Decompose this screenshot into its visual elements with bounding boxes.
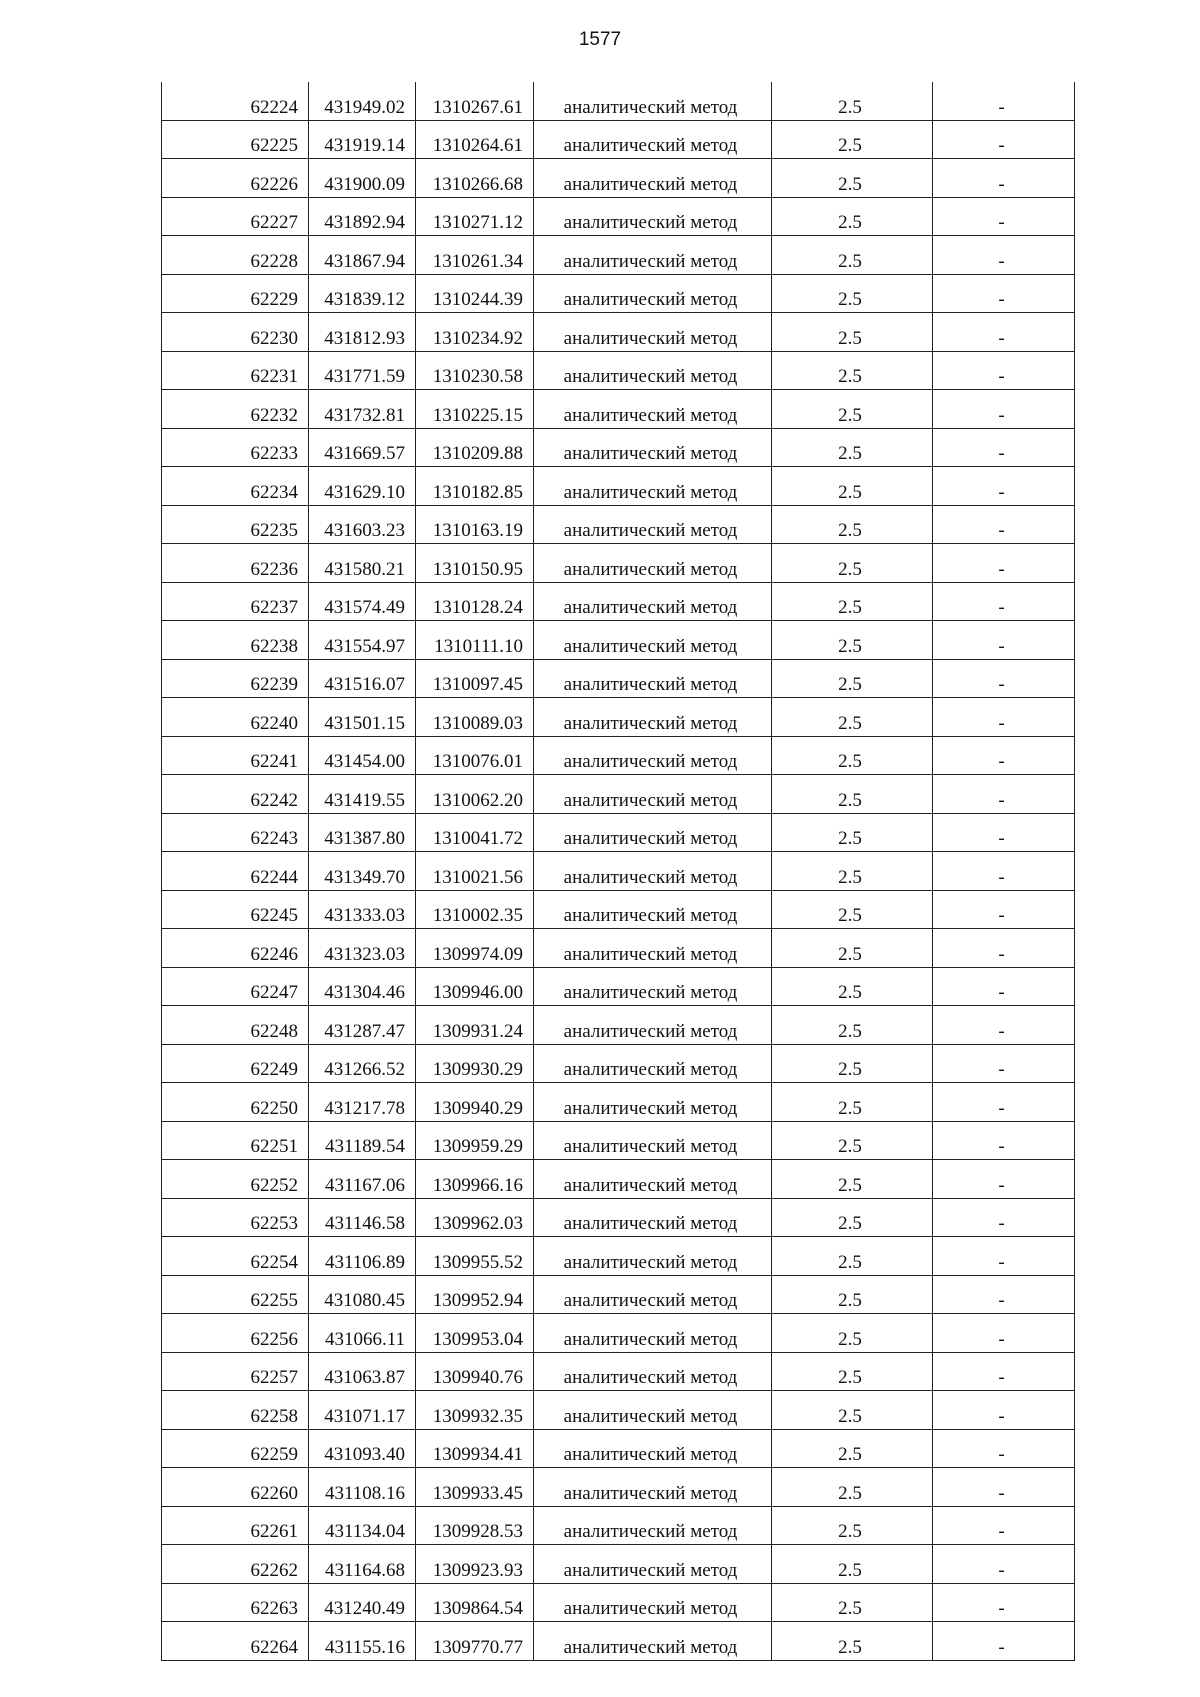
method-cell: аналитический метод [534, 120, 772, 159]
point-number-cell: 62247 [162, 967, 309, 1006]
x-coordinate-cell: 431949.02 [309, 82, 416, 120]
accuracy-cell: 2.5 [772, 929, 933, 968]
table-row [162, 236, 1075, 275]
x-coordinate-cell: 431063.87 [309, 1352, 416, 1391]
note-cell: - [933, 274, 1075, 313]
x-coordinate-cell: 431164.68 [309, 1545, 416, 1584]
point-number-cell: 62252 [162, 1160, 309, 1199]
accuracy-cell: 2.5 [772, 1237, 933, 1276]
x-coordinate-cell: 431146.58 [309, 1198, 416, 1237]
x-coordinate-cell: 431240.49 [309, 1583, 416, 1622]
method-cell: аналитический метод [534, 813, 772, 852]
y-coordinate-cell: 1310062.20 [416, 775, 534, 814]
x-coordinate-cell: 431108.16 [309, 1468, 416, 1507]
accuracy-cell: 2.5 [772, 120, 933, 159]
accuracy-cell: 2.5 [772, 1083, 933, 1122]
x-coordinate-cell: 431167.06 [309, 1160, 416, 1199]
x-coordinate-cell: 431900.09 [309, 159, 416, 198]
coordinates-table [161, 82, 1075, 1661]
x-coordinate-cell: 431771.59 [309, 351, 416, 390]
y-coordinate-cell: 1309974.09 [416, 929, 534, 968]
x-coordinate-cell: 431189.54 [309, 1121, 416, 1160]
y-coordinate-cell: 1310225.15 [416, 390, 534, 429]
method-cell: аналитический метод [534, 736, 772, 775]
point-number-cell: 62229 [162, 274, 309, 313]
y-coordinate-cell: 1310234.92 [416, 313, 534, 352]
x-coordinate-cell: 431554.97 [309, 621, 416, 660]
table-row [162, 1391, 1075, 1430]
method-cell: аналитический метод [534, 659, 772, 698]
y-coordinate-cell: 1310041.72 [416, 813, 534, 852]
note-cell: - [933, 544, 1075, 583]
y-coordinate-cell: 1309966.16 [416, 1160, 534, 1199]
point-number-cell: 62224 [162, 82, 309, 120]
table-row [162, 1044, 1075, 1083]
method-cell: аналитический метод [534, 1352, 772, 1391]
y-coordinate-cell: 1309952.94 [416, 1275, 534, 1314]
table-row [162, 1583, 1075, 1622]
note-cell: - [933, 1314, 1075, 1353]
x-coordinate-cell: 431093.40 [309, 1429, 416, 1468]
x-coordinate-cell: 431266.52 [309, 1044, 416, 1083]
method-cell: аналитический метод [534, 313, 772, 352]
point-number-cell: 62255 [162, 1275, 309, 1314]
table-row [162, 1198, 1075, 1237]
note-cell: - [933, 890, 1075, 929]
table-row [162, 197, 1075, 236]
method-cell: аналитический метод [534, 1044, 772, 1083]
note-cell: - [933, 505, 1075, 544]
method-cell: аналитический метод [534, 1583, 772, 1622]
point-number-cell: 62243 [162, 813, 309, 852]
y-coordinate-cell: 1310244.39 [416, 274, 534, 313]
note-cell: - [933, 1506, 1075, 1545]
method-cell: аналитический метод [534, 390, 772, 429]
accuracy-cell: 2.5 [772, 1121, 933, 1160]
note-cell: - [933, 1429, 1075, 1468]
accuracy-cell: 2.5 [772, 1545, 933, 1584]
x-coordinate-cell: 431839.12 [309, 274, 416, 313]
accuracy-cell: 2.5 [772, 1622, 933, 1661]
note-cell: - [933, 1545, 1075, 1584]
method-cell: аналитический метод [534, 929, 772, 968]
method-cell: аналитический метод [534, 1545, 772, 1584]
accuracy-cell: 2.5 [772, 1198, 933, 1237]
point-number-cell: 62236 [162, 544, 309, 583]
accuracy-cell: 2.5 [772, 1160, 933, 1199]
accuracy-cell: 2.5 [772, 775, 933, 814]
note-cell: - [933, 197, 1075, 236]
table-row [162, 1622, 1075, 1661]
table-row [162, 390, 1075, 429]
point-number-cell: 62261 [162, 1506, 309, 1545]
table-row [162, 505, 1075, 544]
point-number-cell: 62230 [162, 313, 309, 352]
accuracy-cell: 2.5 [772, 1314, 933, 1353]
table-row [162, 274, 1075, 313]
accuracy-cell: 2.5 [772, 736, 933, 775]
table-row [162, 852, 1075, 891]
note-cell: - [933, 159, 1075, 198]
y-coordinate-cell: 1310271.12 [416, 197, 534, 236]
page-number: 1577 [578, 29, 622, 50]
point-number-cell: 62253 [162, 1198, 309, 1237]
accuracy-cell: 2.5 [772, 274, 933, 313]
y-coordinate-cell: 1309930.29 [416, 1044, 534, 1083]
point-number-cell: 62259 [162, 1429, 309, 1468]
x-coordinate-cell: 431919.14 [309, 120, 416, 159]
note-cell: - [933, 1237, 1075, 1276]
x-coordinate-cell: 431580.21 [309, 544, 416, 583]
method-cell: аналитический метод [534, 1275, 772, 1314]
y-coordinate-cell: 1309962.03 [416, 1198, 534, 1237]
method-cell: аналитический метод [534, 1006, 772, 1045]
point-number-cell: 62235 [162, 505, 309, 544]
x-coordinate-cell: 431669.57 [309, 428, 416, 467]
x-coordinate-cell: 431732.81 [309, 390, 416, 429]
y-coordinate-cell: 1310150.95 [416, 544, 534, 583]
x-coordinate-cell: 431867.94 [309, 236, 416, 275]
point-number-cell: 62239 [162, 659, 309, 698]
accuracy-cell: 2.5 [772, 1429, 933, 1468]
x-coordinate-cell: 431155.16 [309, 1622, 416, 1661]
point-number-cell: 62245 [162, 890, 309, 929]
y-coordinate-cell: 1310163.19 [416, 505, 534, 544]
accuracy-cell: 2.5 [772, 659, 933, 698]
note-cell: - [933, 1198, 1075, 1237]
x-coordinate-cell: 431106.89 [309, 1237, 416, 1276]
accuracy-cell: 2.5 [772, 544, 933, 583]
x-coordinate-cell: 431419.55 [309, 775, 416, 814]
x-coordinate-cell: 431066.11 [309, 1314, 416, 1353]
x-coordinate-cell: 431349.70 [309, 852, 416, 891]
note-cell: - [933, 236, 1075, 275]
point-number-cell: 62258 [162, 1391, 309, 1430]
note-cell: - [933, 698, 1075, 737]
table-row [162, 1314, 1075, 1353]
x-coordinate-cell: 431134.04 [309, 1506, 416, 1545]
accuracy-cell: 2.5 [772, 505, 933, 544]
accuracy-cell: 2.5 [772, 351, 933, 390]
accuracy-cell: 2.5 [772, 236, 933, 275]
table-row [162, 1429, 1075, 1468]
note-cell: - [933, 1160, 1075, 1199]
table-row [162, 659, 1075, 698]
y-coordinate-cell: 1310076.01 [416, 736, 534, 775]
table-row [162, 351, 1075, 390]
table-row [162, 967, 1075, 1006]
y-coordinate-cell: 1310261.34 [416, 236, 534, 275]
point-number-cell: 62225 [162, 120, 309, 159]
table-row [162, 698, 1075, 737]
point-number-cell: 62262 [162, 1545, 309, 1584]
table-row [162, 428, 1075, 467]
method-cell: аналитический метод [534, 582, 772, 621]
y-coordinate-cell: 1310267.61 [416, 82, 534, 120]
method-cell: аналитический метод [534, 1198, 772, 1237]
method-cell: аналитический метод [534, 159, 772, 198]
point-number-cell: 62244 [162, 852, 309, 891]
accuracy-cell: 2.5 [772, 1391, 933, 1430]
method-cell: аналитический метод [534, 1237, 772, 1276]
table-row [162, 159, 1075, 198]
accuracy-cell: 2.5 [772, 967, 933, 1006]
x-coordinate-cell: 431071.17 [309, 1391, 416, 1430]
method-cell: аналитический метод [534, 1121, 772, 1160]
point-number-cell: 62231 [162, 351, 309, 390]
note-cell: - [933, 120, 1075, 159]
y-coordinate-cell: 1309940.76 [416, 1352, 534, 1391]
note-cell: - [933, 775, 1075, 814]
table-row [162, 813, 1075, 852]
note-cell: - [933, 621, 1075, 660]
x-coordinate-cell: 431323.03 [309, 929, 416, 968]
y-coordinate-cell: 1310266.68 [416, 159, 534, 198]
accuracy-cell: 2.5 [772, 159, 933, 198]
point-number-cell: 62260 [162, 1468, 309, 1507]
accuracy-cell: 2.5 [772, 428, 933, 467]
method-cell: аналитический метод [534, 1468, 772, 1507]
y-coordinate-cell: 1310264.61 [416, 120, 534, 159]
method-cell: аналитический метод [534, 967, 772, 1006]
y-coordinate-cell: 1310097.45 [416, 659, 534, 698]
point-number-cell: 62246 [162, 929, 309, 968]
note-cell: - [933, 1622, 1075, 1661]
point-number-cell: 62234 [162, 467, 309, 506]
y-coordinate-cell: 1310209.88 [416, 428, 534, 467]
method-cell: аналитический метод [534, 467, 772, 506]
y-coordinate-cell: 1309953.04 [416, 1314, 534, 1353]
method-cell: аналитический метод [534, 1429, 772, 1468]
point-number-cell: 62237 [162, 582, 309, 621]
accuracy-cell: 2.5 [772, 582, 933, 621]
table-row [162, 1275, 1075, 1314]
y-coordinate-cell: 1309946.00 [416, 967, 534, 1006]
note-cell: - [933, 1352, 1075, 1391]
table-row [162, 1160, 1075, 1199]
method-cell: аналитический метод [534, 544, 772, 583]
note-cell: - [933, 1275, 1075, 1314]
y-coordinate-cell: 1309940.29 [416, 1083, 534, 1122]
method-cell: аналитический метод [534, 1622, 772, 1661]
note-cell: - [933, 582, 1075, 621]
note-cell: - [933, 1583, 1075, 1622]
method-cell: аналитический метод [534, 1160, 772, 1199]
table-row [162, 582, 1075, 621]
accuracy-cell: 2.5 [772, 852, 933, 891]
method-cell: аналитический метод [534, 852, 772, 891]
accuracy-cell: 2.5 [772, 313, 933, 352]
note-cell: - [933, 390, 1075, 429]
y-coordinate-cell: 1309931.24 [416, 1006, 534, 1045]
method-cell: аналитический метод [534, 775, 772, 814]
note-cell: - [933, 428, 1075, 467]
y-coordinate-cell: 1309923.93 [416, 1545, 534, 1584]
point-number-cell: 62240 [162, 698, 309, 737]
x-coordinate-cell: 431501.15 [309, 698, 416, 737]
accuracy-cell: 2.5 [772, 1583, 933, 1622]
note-cell: - [933, 736, 1075, 775]
accuracy-cell: 2.5 [772, 197, 933, 236]
x-coordinate-cell: 431516.07 [309, 659, 416, 698]
note-cell: - [933, 1468, 1075, 1507]
accuracy-cell: 2.5 [772, 1006, 933, 1045]
accuracy-cell: 2.5 [772, 467, 933, 506]
y-coordinate-cell: 1310182.85 [416, 467, 534, 506]
accuracy-cell: 2.5 [772, 390, 933, 429]
point-number-cell: 62249 [162, 1044, 309, 1083]
x-coordinate-cell: 431892.94 [309, 197, 416, 236]
point-number-cell: 62257 [162, 1352, 309, 1391]
table-row [162, 1006, 1075, 1045]
table-row [162, 120, 1075, 159]
table-row [162, 890, 1075, 929]
point-number-cell: 62226 [162, 159, 309, 198]
point-number-cell: 62238 [162, 621, 309, 660]
x-coordinate-cell: 431454.00 [309, 736, 416, 775]
method-cell: аналитический метод [534, 274, 772, 313]
method-cell: аналитический метод [534, 890, 772, 929]
y-coordinate-cell: 1310021.56 [416, 852, 534, 891]
y-coordinate-cell: 1309959.29 [416, 1121, 534, 1160]
accuracy-cell: 2.5 [772, 1506, 933, 1545]
method-cell: аналитический метод [534, 1391, 772, 1430]
y-coordinate-cell: 1310128.24 [416, 582, 534, 621]
accuracy-cell: 2.5 [772, 1044, 933, 1083]
note-cell: - [933, 351, 1075, 390]
method-cell: аналитический метод [534, 197, 772, 236]
method-cell: аналитический метод [534, 1506, 772, 1545]
point-number-cell: 62248 [162, 1006, 309, 1045]
y-coordinate-cell: 1309933.45 [416, 1468, 534, 1507]
note-cell: - [933, 313, 1075, 352]
table-row [162, 1237, 1075, 1276]
method-cell: аналитический метод [534, 82, 772, 120]
table-row [162, 1545, 1075, 1584]
note-cell: - [933, 82, 1075, 120]
method-cell: аналитический метод [534, 698, 772, 737]
y-coordinate-cell: 1309864.54 [416, 1583, 534, 1622]
accuracy-cell: 2.5 [772, 813, 933, 852]
y-coordinate-cell: 1309932.35 [416, 1391, 534, 1430]
point-number-cell: 62228 [162, 236, 309, 275]
point-number-cell: 62250 [162, 1083, 309, 1122]
note-cell: - [933, 929, 1075, 968]
point-number-cell: 62242 [162, 775, 309, 814]
method-cell: аналитический метод [534, 505, 772, 544]
x-coordinate-cell: 431387.80 [309, 813, 416, 852]
accuracy-cell: 2.5 [772, 890, 933, 929]
method-cell: аналитический метод [534, 621, 772, 660]
x-coordinate-cell: 431333.03 [309, 890, 416, 929]
point-number-cell: 62256 [162, 1314, 309, 1353]
note-cell: - [933, 967, 1075, 1006]
y-coordinate-cell: 1309955.52 [416, 1237, 534, 1276]
note-cell: - [933, 813, 1075, 852]
x-coordinate-cell: 431629.10 [309, 467, 416, 506]
note-cell: - [933, 1006, 1075, 1045]
accuracy-cell: 2.5 [772, 82, 933, 120]
point-number-cell: 62227 [162, 197, 309, 236]
method-cell: аналитический метод [534, 1314, 772, 1353]
table-row [162, 775, 1075, 814]
point-number-cell: 62264 [162, 1622, 309, 1661]
coordinates-table-body [162, 82, 1075, 1660]
x-coordinate-cell: 431287.47 [309, 1006, 416, 1045]
point-number-cell: 62233 [162, 428, 309, 467]
note-cell: - [933, 467, 1075, 506]
note-cell: - [933, 1083, 1075, 1122]
method-cell: аналитический метод [534, 351, 772, 390]
point-number-cell: 62241 [162, 736, 309, 775]
point-number-cell: 62251 [162, 1121, 309, 1160]
point-number-cell: 62254 [162, 1237, 309, 1276]
note-cell: - [933, 1391, 1075, 1430]
y-coordinate-cell: 1310230.58 [416, 351, 534, 390]
x-coordinate-cell: 431812.93 [309, 313, 416, 352]
accuracy-cell: 2.5 [772, 1352, 933, 1391]
accuracy-cell: 2.5 [772, 1468, 933, 1507]
table-row [162, 736, 1075, 775]
accuracy-cell: 2.5 [772, 621, 933, 660]
table-row [162, 1506, 1075, 1545]
x-coordinate-cell: 431217.78 [309, 1083, 416, 1122]
table-row [162, 621, 1075, 660]
x-coordinate-cell: 431080.45 [309, 1275, 416, 1314]
table-row [162, 1352, 1075, 1391]
x-coordinate-cell: 431603.23 [309, 505, 416, 544]
y-coordinate-cell: 1310089.03 [416, 698, 534, 737]
y-coordinate-cell: 1309770.77 [416, 1622, 534, 1661]
table-row [162, 1468, 1075, 1507]
x-coordinate-cell: 431574.49 [309, 582, 416, 621]
point-number-cell: 62232 [162, 390, 309, 429]
accuracy-cell: 2.5 [772, 1275, 933, 1314]
x-coordinate-cell: 431304.46 [309, 967, 416, 1006]
y-coordinate-cell: 1310002.35 [416, 890, 534, 929]
method-cell: аналитический метод [534, 236, 772, 275]
note-cell: - [933, 1044, 1075, 1083]
table-row [162, 929, 1075, 968]
table-row [162, 467, 1075, 506]
method-cell: аналитический метод [534, 428, 772, 467]
table-row [162, 1121, 1075, 1160]
y-coordinate-cell: 1309928.53 [416, 1506, 534, 1545]
y-coordinate-cell: 1309934.41 [416, 1429, 534, 1468]
note-cell: - [933, 1121, 1075, 1160]
note-cell: - [933, 852, 1075, 891]
point-number-cell: 62263 [162, 1583, 309, 1622]
accuracy-cell: 2.5 [772, 698, 933, 737]
method-cell: аналитический метод [534, 1083, 772, 1122]
table-row [162, 1083, 1075, 1122]
table-row [162, 82, 1075, 120]
table-row [162, 544, 1075, 583]
table-row [162, 313, 1075, 352]
y-coordinate-cell: 1310111.10 [416, 621, 534, 660]
note-cell: - [933, 659, 1075, 698]
